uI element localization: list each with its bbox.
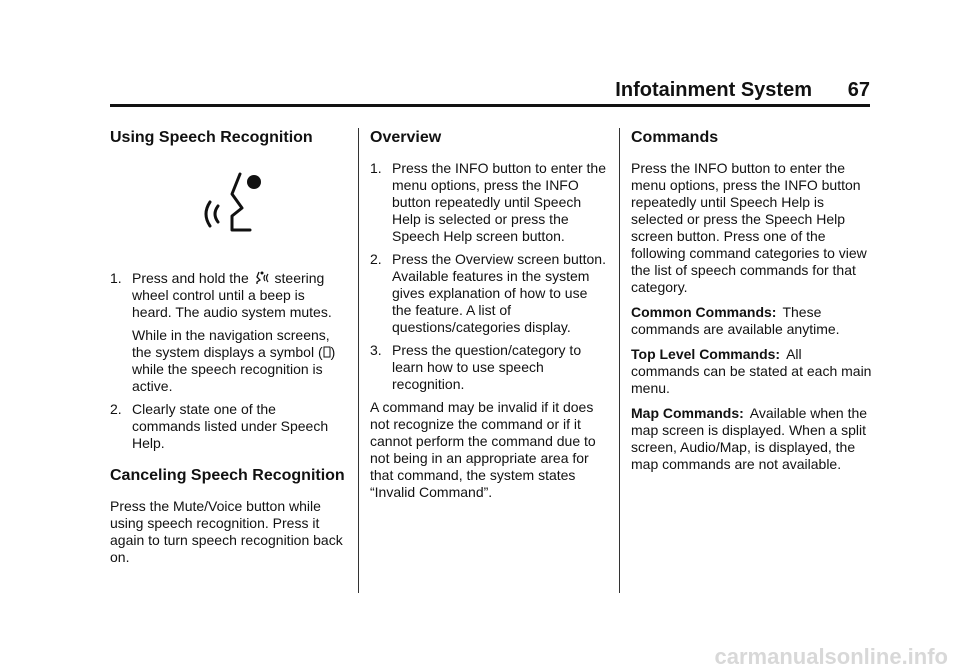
list-item: 1. Press the INFO button to enter the menu options, press the INFO button repeatedly until Speech Help is selected or press the Speech Help screen button. bbox=[370, 160, 606, 244]
heading-overview: Overview bbox=[370, 129, 442, 146]
command-category: Map Commands: Available when the map screen is displayed. When a split screen, Audio/Map, is displayed, the map commands are not available. bbox=[631, 405, 868, 472]
list-item: 2. Clearly state one of the commands listed under Speech Help. bbox=[110, 401, 329, 451]
heading-canceling-speech-recognition: Canceling Speech Recognition bbox=[110, 467, 345, 484]
list-item: 2. Press the Overview screen button. Available features in the system gives explanation of how to use the feature. A list of questions/categories display. bbox=[370, 251, 606, 335]
paragraph: Press the Mute/Voice button while using speech recognition. Press it again to turn speech recognition back on. bbox=[110, 498, 343, 565]
column-right bbox=[631, 128, 873, 481]
list-item: 3. Press the question/category to learn how to use speech recognition. bbox=[370, 342, 582, 392]
paragraph: A command may be invalid if it does not recognize the command or if it cannot perform the command due to not being in an appropriate area for that command, the system states “Invalid Command”. bbox=[370, 399, 596, 500]
command-category: Common Commands: These commands are available anytime. bbox=[631, 304, 840, 337]
section-title: Infotainment System bbox=[615, 79, 812, 101]
column-divider bbox=[358, 128, 359, 593]
voice-recognition-icon bbox=[192, 164, 272, 254]
command-category: Top Level Commands: All commands can be stated at each main menu. bbox=[631, 346, 872, 396]
heading-using-speech-recognition: Using Speech Recognition bbox=[110, 129, 313, 146]
push-to-talk-icon bbox=[253, 271, 271, 285]
voice-symbol-icon bbox=[323, 346, 331, 358]
column-divider bbox=[619, 128, 620, 593]
page-header bbox=[110, 78, 870, 107]
heading-commands: Commands bbox=[631, 129, 719, 146]
column-left bbox=[110, 128, 346, 574]
paragraph: Press the INFO button to enter the menu options, press the INFO button repeatedly until Speech Help is selected or press the Speech Help screen button. Press one of the following command categories to view the list of speech commands for that category. bbox=[631, 160, 867, 295]
watermark: carmanualsonline.info bbox=[714, 644, 948, 669]
list-item: 1. Press and hold the steering wheel control until a beep is heard. The audio system mutes. While in the navigation screens, the system displays a symbol ( ) while the speech recognition is active. bbox=[110, 270, 336, 394]
page-number: 67 bbox=[847, 79, 870, 101]
column-middle bbox=[370, 128, 608, 509]
